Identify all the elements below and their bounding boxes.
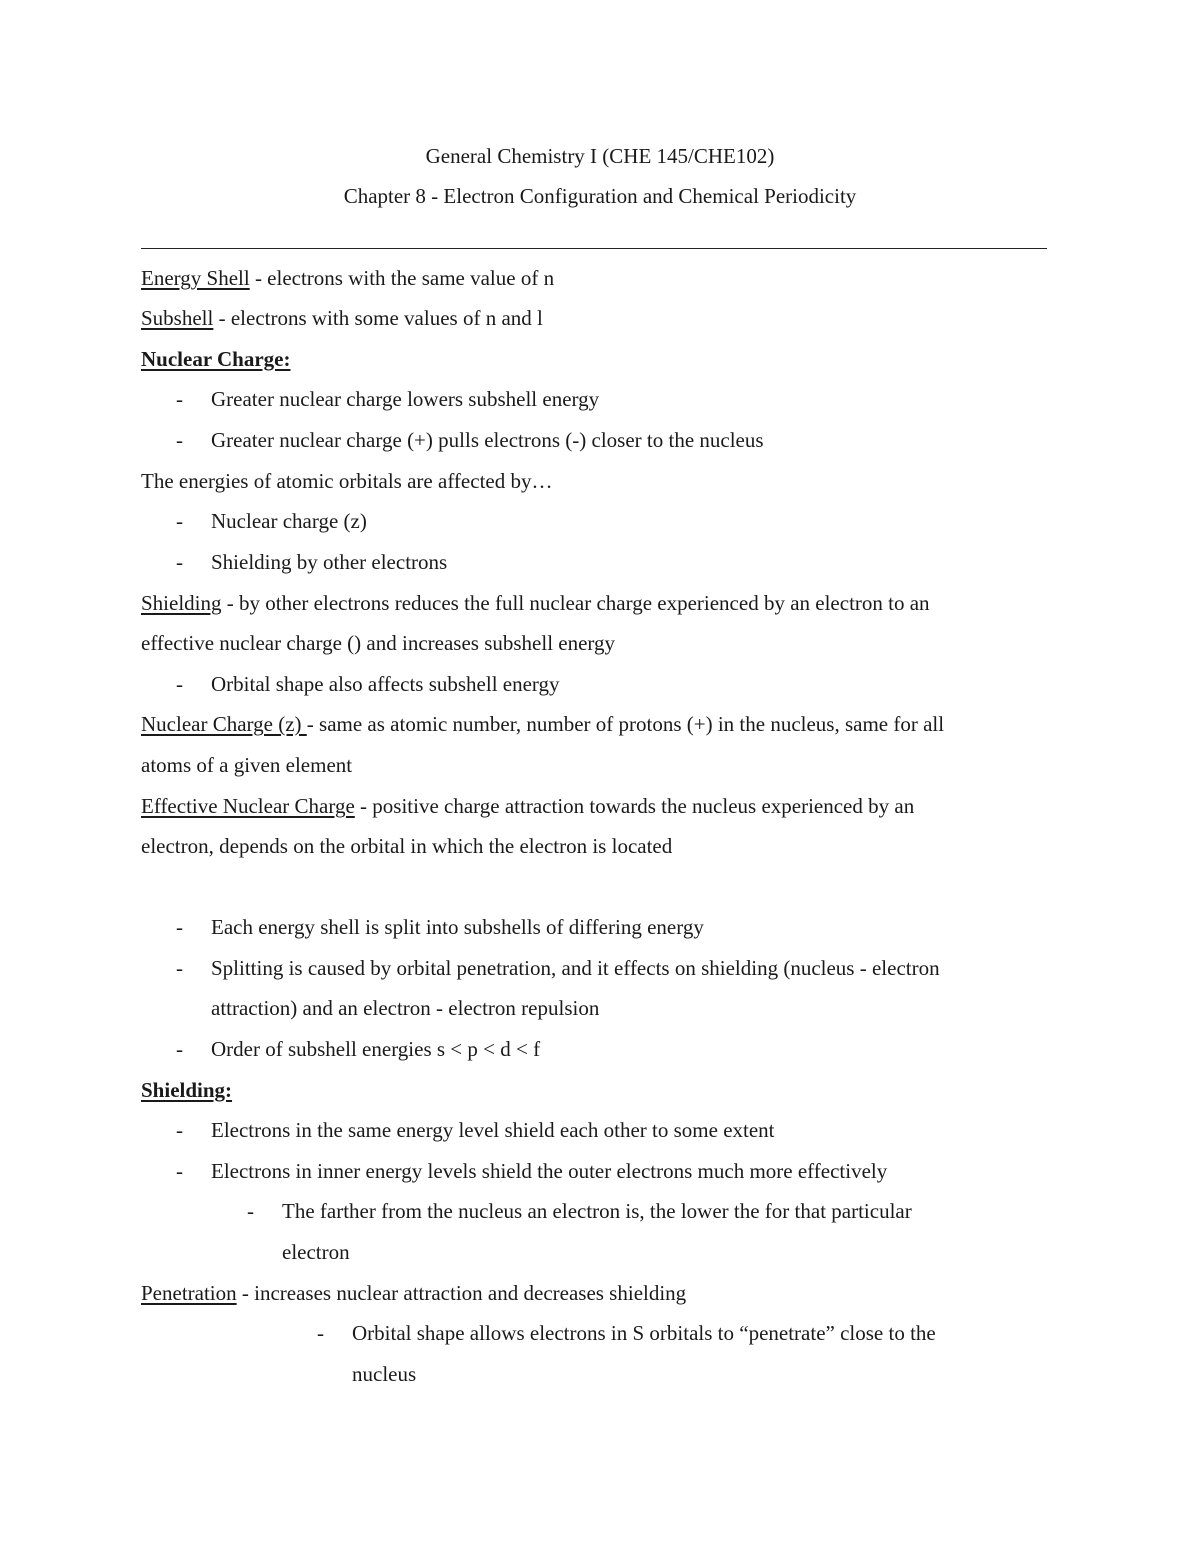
bullet-dash: - — [176, 1037, 183, 1061]
energy-shell-term: Energy Shell — [141, 266, 250, 290]
sub-list-item: Orbital shape allows electrons in S orbitals to “penetrate” close to the — [352, 1321, 936, 1345]
subshell-term: Subshell — [141, 306, 214, 330]
penetration-term: Penetration — [141, 1281, 237, 1305]
list-item-cont: attraction) and an electron - electron repulsion — [211, 996, 600, 1020]
bullet-dash: - — [176, 1159, 183, 1183]
sub-bullet-dash: - — [317, 1321, 324, 1345]
bullet-dash: - — [176, 672, 183, 696]
list-item: Each energy shell is split into subshells of differing energy — [211, 915, 704, 939]
energy-shell-text: - electrons with the same value of n — [249, 266, 555, 290]
sub-list-item-cont: electron — [282, 1240, 350, 1264]
sub-bullet-dash: - — [247, 1199, 254, 1223]
list-item: Orbital shape also affects subshell energy — [211, 672, 560, 696]
shielding-definition-cont: effective nuclear charge () and increases subshell energy — [141, 631, 616, 655]
nuclear-charge-z-text: - same as atomic number, number of protons (+) in the nucleus, same for all — [306, 712, 945, 736]
list-item: Splitting is caused by orbital penetration, and it effects on shielding (nucleus - electron — [211, 956, 940, 980]
effective-nuclear-charge-definition-cont: electron, depends on the orbital in which the electron is located — [141, 834, 673, 858]
list-item: Shielding by other electrons — [211, 550, 448, 574]
bullet-dash: - — [176, 956, 183, 980]
energies-intro: The energies of atomic orbitals are affected by… — [141, 469, 553, 493]
shielding-term: Shielding — [141, 591, 222, 615]
shielding-text: - by other electrons reduces the full nuclear charge experienced by an electron to an — [221, 591, 930, 615]
effective-nuclear-charge-definition — [141, 792, 914, 820]
list-item: Electrons in the same energy level shield each other to some extent — [211, 1118, 775, 1142]
effective-nuclear-charge-term: Effective Nuclear Charge — [141, 794, 355, 818]
bullet-dash: - — [176, 550, 183, 574]
bullet-dash: - — [176, 1118, 183, 1142]
energy-shell-definition — [141, 264, 554, 292]
list-item: Order of subshell energies s < p < d < f — [211, 1037, 541, 1061]
sub-list-item: The farther from the nucleus an electron is, the lower the for that particular — [282, 1199, 912, 1223]
nuclear-charge-z-definition — [141, 710, 944, 738]
bullet-dash: - — [176, 509, 183, 533]
shielding-heading: Shielding: — [141, 1078, 233, 1102]
list-item: Nuclear charge (z) — [211, 509, 367, 533]
nuclear-charge-heading: Nuclear Charge: — [141, 347, 291, 371]
shielding-definition — [141, 589, 930, 617]
bullet-dash: - — [176, 915, 183, 939]
penetration-definition — [141, 1279, 686, 1307]
effective-nuclear-charge-text: - positive charge attraction towards the nucleus experienced by an — [354, 794, 915, 818]
list-item: Greater nuclear charge lowers subshell energy — [211, 387, 600, 411]
subshell-definition — [141, 304, 543, 332]
chapter-title: Chapter 8 - Electron Configuration and Chemical Periodicity — [343, 184, 857, 208]
nuclear-charge-z-definition-cont: atoms of a given element — [141, 753, 353, 777]
sub-list-item-cont: nucleus — [352, 1362, 417, 1386]
subshell-text: - electrons with some values of n and l — [213, 306, 543, 330]
penetration-text: - increases nuclear attraction and decreases shielding — [236, 1281, 687, 1305]
nuclear-charge-z-term: Nuclear Charge (z) — [141, 712, 307, 736]
list-item: Electrons in inner energy levels shield the outer electrons much more effectively — [211, 1159, 888, 1183]
bullet-dash: - — [176, 387, 183, 411]
list-item: Greater nuclear charge (+) pulls electrons (-) closer to the nucleus — [211, 428, 764, 452]
bullet-dash: - — [176, 428, 183, 452]
title-divider — [141, 248, 1047, 249]
course-title: General Chemistry I (CHE 145/CHE102) — [425, 144, 775, 168]
